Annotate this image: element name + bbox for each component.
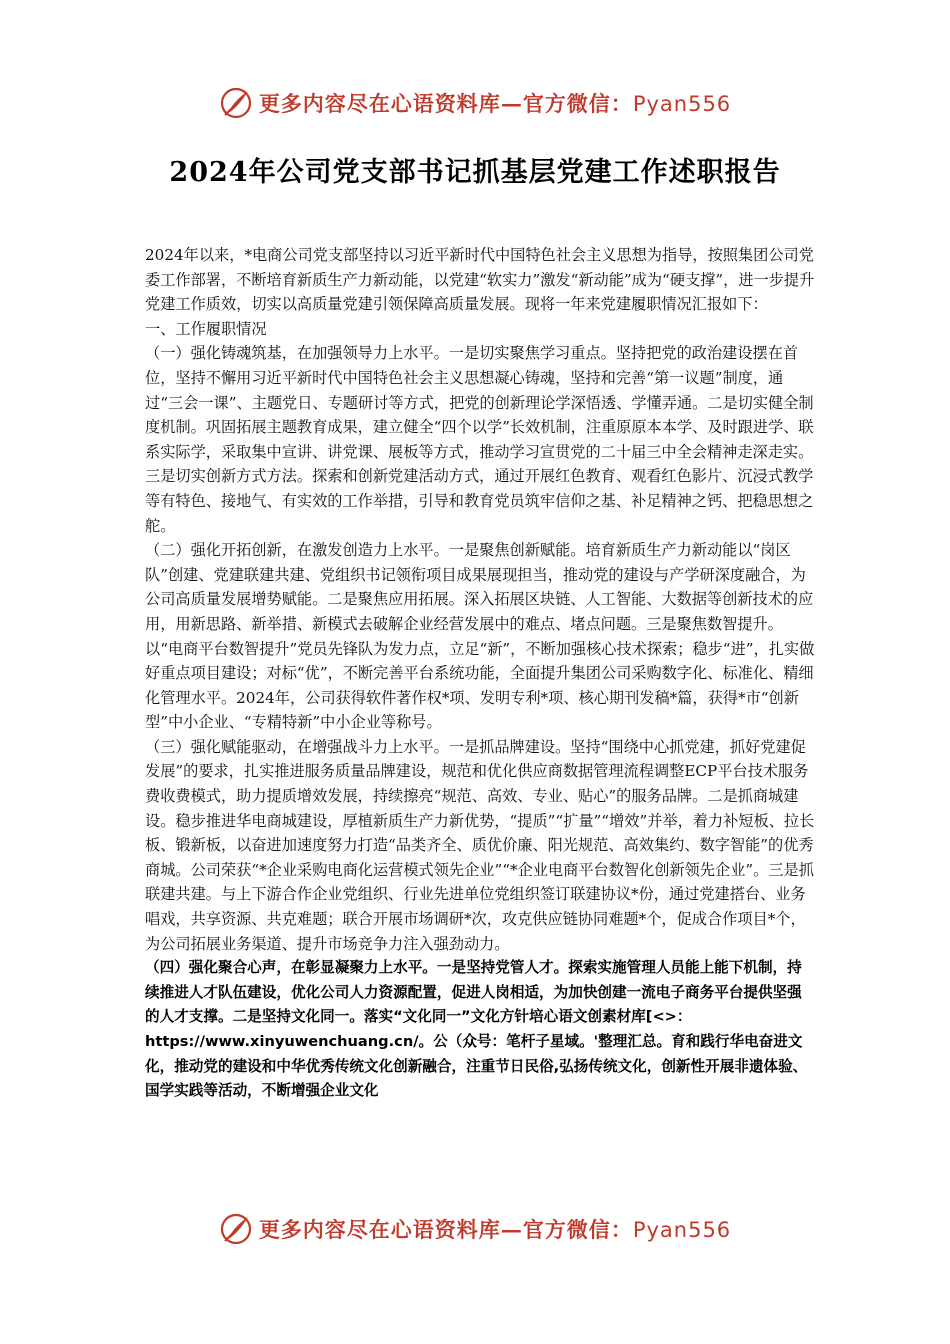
feather-pen-logo-icon [219, 1212, 253, 1246]
paragraph-section-3: （三）强化赋能驱动，在增强战斗力上水平。一是抓品牌建设。坚持“围绕中心抓党建，抓好党建促发展”的要求，扎实推进服务质量品牌建设，规范和优化供应商数据管理流程调整ECP平台技术服务费收费模式，助力提质增效发展，持续擦亮“规范、高效、专业、贴心”的服务品牌。二是抓商城建设。稳步推进华电商城建设，厚植新质生产力新优势，“提质”“扩量”“增效”并举，着力补短板、拉长板、锻新板，以奋进加速度努力打造“品类齐全、质优价廉、阳光规范、高效集约、数字智能”的优秀商城。公司荣获“*企业采购电商化运营模式领先企业”“*企业电商平台数智化创新领先企业”。三是抓联建共建。与上下游合作企业党组织、行业先进单位党组织签订联建协议*份，通过党建搭台、业务唱戏，共享资源、共克难题；联合开展市场调研*次，攻克供应链协同难题*个，促成合作项目*个，为公司拓展业务渠道、提升市场竞争力注入强劲动力。 [145, 737, 815, 953]
paragraph-section-1: （一）强化铸魂筑基，在加强领导力上水平。一是切实聚焦学习重点。坚持把党的政治建设摆在首位，坚持不懈用习近平新时代中国特色社会主义思想凝心铸魂，坚持和完善“第一议题”制度，通过“三会一课”、主题党日、专题研讨等方式，把党的创新理论学深悟透、学懂弄通。二是切实健全制度机制。巩固拓展主题教育成果，建立健全“四个以学”长效机制，注重原原本本学、及时跟进学、联系实际学，采取集中宣讲、讲党课、展板等方式，推动学习宣贯党的二十届三中全会精神走深走实。三是切实创新方式方法。探索和创新党建活动方式，通过开展红色教育、观看红色影片、沉浸式教学等有特色、接地气、有实效的工作举措，引导和教育党员筑牢信仰之基、补足精神之钙、把稳思想之舵。 [145, 344, 814, 535]
intro-paragraph: 2024年以来，*电商公司党支部坚持以习近平新时代中国特色社会主义思想为指导，按照集团公司党委工作部署，不断培育新质生产力新动能，以党建“软实力”激发“新动能”成为“硬支撑”，进一步提升党建工作质效，切实以高质量党建引领保障高质量发展。现将一年来党建履职情况汇报如下： [145, 246, 815, 314]
paragraph-section-2: （二）强化开拓创新，在激发创造力上水平。一是聚焦创新赋能。培育新质生产力新动能以“岗区队”创建、党建联建共建、党组织书记领衔项目成果展现担当，推动党的建设与产学研深度融合，为公司高质量发展增势赋能。二是聚焦应用拓展。深入拓展区块链、人工智能、大数据等创新技术的应用，用新思路、新举措、新模式去破解企业经营发展中的难点、堵点问题。三是聚焦数智提升。以“电商平台数智提升”党员先锋队为发力点，立足“新”，不断加强核心技术探索；稳步“进”，扎实做好重点项目建设；对标“优”，不断完善平台系统功能，全面提升集团公司采购数字化、标准化、精细化管理水平。2024年，公司获得软件著作权*项、发明专利*项、核心期刊发稿*篇，获得*市“创新型”中小企业、“专精特新”中小企业等称号。 [145, 541, 815, 732]
watermark-banner-bottom [0, 1209, 950, 1249]
watermark-banner-top [0, 83, 950, 123]
watermark-text: 更多内容尽在心语资料库—官方微信：Pyan556 [258, 1217, 732, 1242]
feather-pen-logo-icon [219, 86, 253, 120]
watermark-text: 更多内容尽在心语资料库—官方微信：Pyan556 [258, 91, 732, 116]
section-heading: 一、工作履职情况 [145, 319, 267, 338]
document-body [145, 243, 815, 1104]
paragraph-section-4: （四）强化聚合心声，在彰显凝聚力上水平。一是坚持党管人才。探索实施管理人员能上能下机制，持续推进人才队伍建设，优化公司人力资源配置，促进人岗相适，为加快创建一流电子商务平台提供坚强的人才支撑。二是坚持文化同一。落实“文化同一”文化方针培心语文创素材库[<>：https://www.xinyuwenchuang.cn/。公（众号：笔杆子星域。'整理汇总。育和践行华电奋进文化，推动党的建设和中华优秀传统文化创新融合，注重节日民俗,弘扬传统文化，创新性开展非遗体验、国学实践等活动，不断增强企业文化 [145, 959, 808, 1100]
document-title: 2024年公司党支部书记抓基层党建工作述职报告 [169, 157, 781, 188]
